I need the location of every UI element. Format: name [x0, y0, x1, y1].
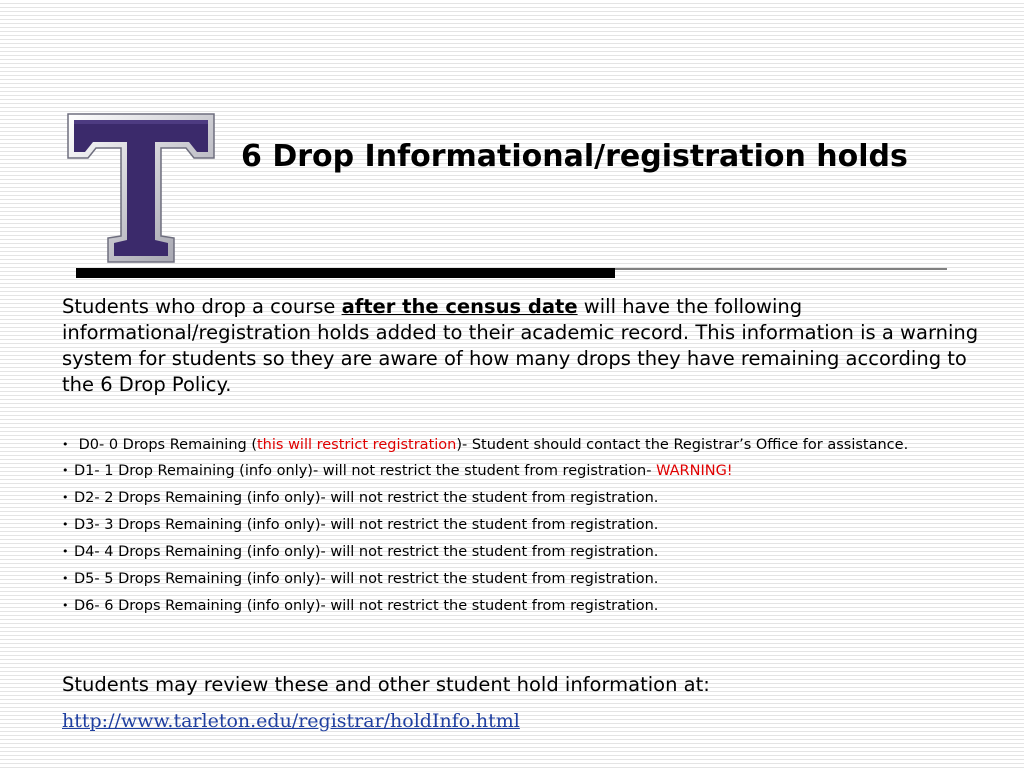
list-item-d2	[62, 489, 982, 507]
bullet-icon: •	[62, 545, 69, 558]
intro-paragraph	[62, 294, 992, 398]
hold-codes-list	[62, 436, 982, 624]
d5-text: D5- 5 Drops Remaining (info only)- will not restrict the student from registration.	[74, 571, 659, 587]
bullet-icon: •	[62, 491, 69, 504]
d6-text: D6- 6 Drops Remaining (info only)- will not restrict the student from registration.	[74, 598, 659, 614]
bullet-icon: •	[62, 599, 69, 612]
title-divider-thick	[76, 268, 615, 278]
list-item-d0	[62, 436, 982, 454]
list-item-d5	[62, 570, 982, 588]
slide-title: 6 Drop Informational/registration holds	[241, 139, 908, 174]
intro-text-after: will have the following informational/registration holds added to their academic record. This information is a warning system for students so they are aware of how many drops they have remaining according to the 6 Drop Policy.	[62, 295, 979, 396]
d1-warning: WARNING!	[656, 463, 733, 479]
tarleton-t-logo-icon	[66, 112, 216, 264]
d3-text: D3- 3 Drops Remaining (info only)- will not restrict the student from registration.	[74, 517, 659, 533]
d0-text-after: )- Student should contact the Registrar’s Office for assistance.	[456, 437, 909, 453]
intro-emphasis: after the census date	[341, 295, 578, 318]
intro-text-before: Students who drop a course	[62, 295, 342, 318]
bullet-icon: •	[62, 464, 69, 477]
list-item-d6	[62, 597, 982, 615]
d2-text: D2- 2 Drops Remaining (info only)- will not restrict the student from registration.	[74, 490, 659, 506]
d4-text: D4- 4 Drops Remaining (info only)- will not restrict the student from registration.	[74, 544, 659, 560]
list-item-d1	[62, 462, 982, 480]
list-item-d3	[62, 516, 982, 534]
bullet-icon: •	[62, 518, 69, 531]
hold-info-link[interactable]: http://www.tarleton.edu/registrar/holdInfo.html	[62, 710, 520, 732]
bullet-icon: •	[62, 572, 69, 585]
d0-text-before: D0- 0 Drops Remaining (	[74, 437, 257, 453]
list-item-d4	[62, 543, 982, 561]
bullet-icon: •	[62, 438, 69, 451]
d1-text: D1- 1 Drop Remaining (info only)- will not restrict the student from registration-	[74, 463, 657, 479]
d0-restriction-note: this will restrict registration	[257, 437, 457, 453]
review-text: Students may review these and other student hold information at:	[62, 673, 710, 696]
title-divider-thin	[615, 268, 947, 270]
